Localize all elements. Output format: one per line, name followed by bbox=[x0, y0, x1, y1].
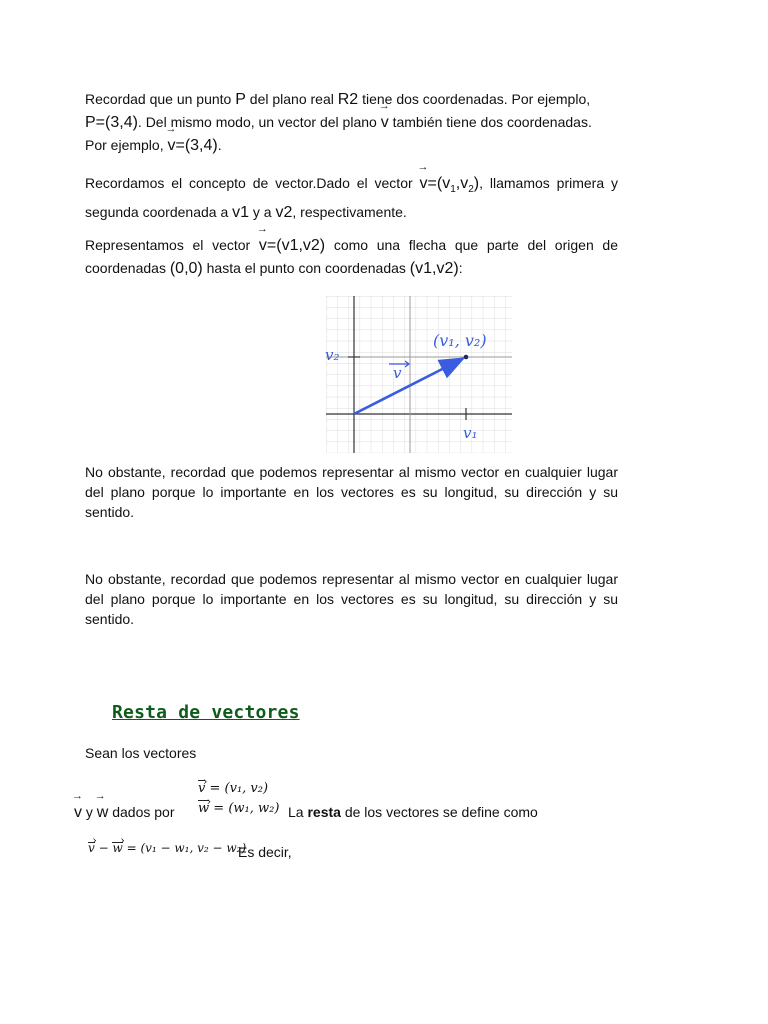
text: . Del mismo modo, un vector del plano bbox=[137, 114, 381, 130]
text: , llamamos primera y segunda coordenada a bbox=[85, 175, 618, 220]
text: tiene dos coordenadas. Por ejemplo, bbox=[358, 91, 591, 107]
text: y bbox=[82, 804, 97, 820]
v-symbol: v › bbox=[88, 841, 95, 855]
math: ,v bbox=[455, 175, 469, 192]
text: también tiene dos coordenadas. bbox=[388, 114, 592, 130]
text: : bbox=[458, 260, 463, 276]
paragraph-note-1: No obstante, recordad que podemos representar al mismo vector en cualquier lugar del plano porque lo importante en los vectores es su longitud, su dirección y su sentido. bbox=[85, 464, 618, 520]
math-v-eq: → v=(v1,v2) bbox=[259, 235, 325, 257]
math-P: P bbox=[235, 91, 246, 108]
equation-block bbox=[198, 779, 279, 819]
subscript: 2 bbox=[468, 183, 474, 195]
paragraph-representation bbox=[85, 234, 618, 280]
text: del plano real bbox=[245, 91, 338, 107]
math: (w₁, w₂) bbox=[228, 801, 280, 816]
text: de los vectores se define como bbox=[340, 804, 538, 820]
math: ) bbox=[473, 175, 480, 192]
equation-w: w › = (w₁, w₂) bbox=[198, 799, 279, 819]
text: Recordad que un punto bbox=[85, 91, 236, 107]
math-v-eq: → v=(3,4) bbox=[167, 135, 217, 157]
formula-resta: v › − w › = (v₁ − w₁, v₂ − w₂) bbox=[88, 841, 246, 855]
math-P-eq: P=(3,4) bbox=[85, 114, 138, 131]
text: Por ejemplo, bbox=[85, 137, 168, 153]
text: Recordamos el concepto de vector.Dado el vector bbox=[85, 175, 420, 191]
equation-v: v › = (v₁, v₂) bbox=[198, 779, 279, 799]
math-R2: R2 bbox=[337, 91, 359, 108]
label-v: 𝑣 bbox=[393, 364, 402, 382]
math-v-eq: → v=(v bbox=[420, 173, 451, 195]
math-origin: (0,0) bbox=[169, 260, 203, 277]
math-v: → v bbox=[74, 802, 82, 824]
text: , respectivamente. bbox=[292, 203, 407, 220]
v-symbol: v › bbox=[198, 779, 205, 799]
math: (v₁, v₂) bbox=[224, 781, 269, 796]
section-heading: Resta de vectores bbox=[112, 702, 300, 723]
bold-resta: resta bbox=[307, 804, 341, 820]
text: y a bbox=[249, 203, 276, 220]
paragraph-dados-por bbox=[74, 801, 186, 824]
label-v2: 𝑣₂ bbox=[325, 346, 340, 364]
paragraph-sean: Sean los vectores bbox=[85, 745, 197, 761]
w-symbol: w › bbox=[198, 799, 209, 819]
math-w: → w bbox=[97, 802, 109, 824]
text: La bbox=[288, 804, 308, 820]
paragraph-intro bbox=[85, 88, 618, 157]
math-v1: v1 bbox=[232, 203, 250, 221]
math-v2: v2 bbox=[275, 203, 293, 221]
text: hasta el punto con coordenadas bbox=[202, 260, 410, 276]
paragraph-note-2: No obstante, recordad que podemos representar al mismo vector en cualquier lugar del plano porque lo importante en los vectores es su longitud, su dirección y su sentido. bbox=[85, 571, 618, 627]
text: Representamos el vector bbox=[85, 237, 259, 253]
text: como una flecha que parte del origen de coordenadas bbox=[85, 237, 618, 276]
paragraph-vector-concept bbox=[85, 172, 618, 224]
paragraph-resta-def bbox=[288, 801, 608, 823]
vector-figure bbox=[323, 296, 515, 456]
subscript: 1 bbox=[450, 183, 456, 195]
paragraph-es-decir: Es decir, bbox=[238, 844, 292, 860]
label-point: (𝑣₁, 𝑣₂) bbox=[433, 331, 487, 350]
math-vector-v: → v bbox=[381, 112, 389, 134]
label-v1: 𝑣₁ bbox=[463, 424, 478, 442]
text: . bbox=[217, 137, 222, 153]
math-point: (v1,v2) bbox=[409, 260, 459, 277]
w-symbol: w › bbox=[112, 841, 122, 855]
point-dot bbox=[464, 355, 469, 360]
text: dados por bbox=[108, 804, 175, 820]
math: (v₁ − w₁, v₂ − w₂) bbox=[140, 841, 247, 855]
